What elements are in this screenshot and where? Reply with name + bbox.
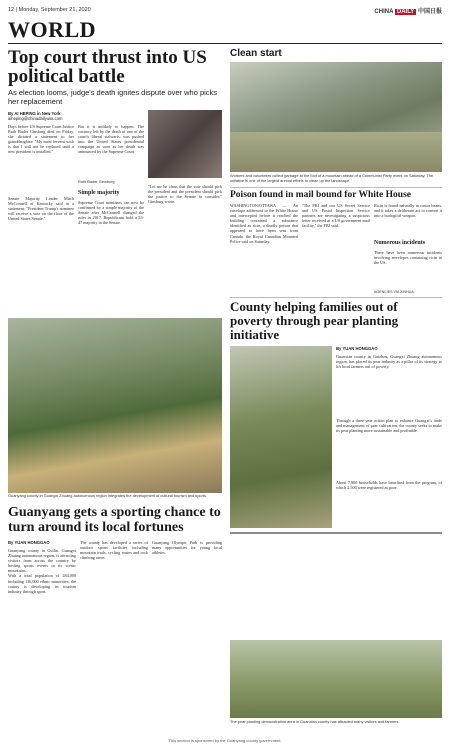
- paragraph: With a total population of 284,000 including 116,000 ethnic minorities, the county is developing its tourism industry through sport.: [8, 573, 76, 594]
- paragraph: Days before US Supreme Court Justice Ruth Bader Ginsburg died on Friday, she dictated a statement to her granddaughter: "My most fervent wish is that I will not be replaced until a new president is installed.": [8, 124, 74, 155]
- poison-column-2: [302, 203, 370, 295]
- pear-column-3: [336, 480, 442, 528]
- guanyang-column-1: [8, 548, 76, 734]
- issue-date: Monday, September 21, 2020: [18, 7, 91, 13]
- guanyang-column-3: [152, 540, 222, 734]
- paragraph: Senate Majority Leader Mitch McConnell of Kentucky said in a statement: "President Trump's nominee will receive a vote on the floor of the United States Senate.": [8, 196, 74, 222]
- section-rule: [8, 43, 442, 44]
- clean-start-title: Clean start: [230, 48, 282, 59]
- headline-top-court: Top court thrust into US political battle: [8, 47, 207, 87]
- paragraph: But it is unlikely to happen. The vacancy left by the death of one of the court's liberal stalwarts, was pushed into the United States presidential campaign as soon as her death was announced by the Supreme Court.: [78, 124, 144, 155]
- paragraph: About 7,900 households have benefited from the program, of which 2,500 were registered as poor.: [336, 480, 442, 491]
- poison-column-3b: [374, 250, 442, 288]
- byline-top-court: By AI HEPING in New York aiheping@chinadailyusa.com: [8, 111, 63, 121]
- paragraph: "The FBI and our US Secret Service and US Postal Inspection Service partners are investigating a suspicious letter received at a US government mail facility," the FBI said.: [302, 203, 370, 229]
- paragraph: There have been numerous incidents involving envelopes containing ricin in the US.: [374, 250, 442, 266]
- paragraph: Guanyang Olympic Park is providing many opportunities for young local athletes.: [152, 540, 222, 556]
- photo-caption: Ruth Bader Ginsburg: [78, 179, 115, 184]
- pear-column-2: [336, 418, 442, 476]
- page-header: 12 | Monday, September 21, 2020 CHINA DAILY 中国日报: [8, 7, 442, 15]
- paragraph: Through a three-year action plan to enhance Guangxi's trade and management of pear cultivation, the county seeks to make its pear planting more sustainable and profitable.: [336, 418, 442, 434]
- ginsburg-photo: [148, 110, 222, 178]
- headline-pear: County helping families out of poverty through pear planting initiative: [230, 299, 399, 342]
- column-5: [148, 184, 222, 312]
- column-1: [8, 124, 74, 178]
- subhead-numerous-incidents: Numerous incidents: [374, 240, 426, 246]
- pear-caption: The pear planting demonstration area in Guanxian county has attracted many visitors and farmers.: [230, 719, 400, 724]
- column-3: [8, 196, 74, 312]
- paragraph: Guanyang county in Guilin, Guangxi Zhuang autonomous region, is attracting visitors from across the country by hosting sports events in its scenic mountains.: [8, 548, 76, 574]
- byline-pear: By YUAN HONGGAO: [336, 346, 378, 351]
- pear-orchard-photo: [230, 346, 332, 528]
- cleanup-photo: [230, 62, 442, 172]
- divider: [230, 297, 442, 298]
- masthead-brand: CHINA DAILY 中国日报: [374, 9, 442, 15]
- guanyang-column-2: [80, 540, 148, 734]
- headline-guanyang: Guanyang gets a sporting chance to turn around its local fortunes: [8, 505, 221, 535]
- pear-column-1: [336, 354, 442, 414]
- poison-column-3: [374, 203, 442, 233]
- paragraph: The county has developed a series of outdoor sports facilities including mountain trails, cycling routes and rock climbing areas.: [80, 540, 148, 561]
- page-number: 12: [8, 7, 15, 13]
- guanyang-caption: Guanyang county in Guangxi Zhuang autonomous region integrates the development of cultural tourism and sports.: [8, 493, 207, 498]
- column-2: [78, 124, 144, 178]
- divider: [230, 187, 442, 188]
- paragraph: Supreme Court nominees can now be confirmed by a simple majority of the Senate after McConnell changed the rules in 2017. Republicans hold a 53-47 majority in the Senate.: [78, 200, 144, 226]
- section-title: WORLD: [8, 17, 97, 42]
- guanyang-sports-photo: [8, 318, 222, 493]
- clean-caption: Workers and volunteers collect garbage at the foot of a mountain ahead of a Communist Party event on Saturday. The initiative is one of the largest annual efforts to clean up the landscape.: [230, 173, 434, 183]
- subhead-simple-majority: Simple majority: [78, 190, 120, 196]
- sponsor-footer: This section is sponsored by the Guanyang county government.: [168, 738, 282, 743]
- headline-poison: Poison found in mail bound for White House: [230, 190, 411, 200]
- paragraph: Ricin is found naturally in castor beans, and it takes a deliberate act to convert it into a biological weapon.: [374, 203, 442, 219]
- paragraph: "Let me be clear, that the vote should pick the president and the president should pick the justice to the Senate to consider," Ginsburg wrote.: [148, 184, 222, 205]
- column-4: [78, 200, 144, 312]
- hillside: [230, 132, 442, 172]
- deck-top-court: As election looms, judge's death ignites dispute over who picks her replacement: [8, 88, 218, 106]
- paragraph: WASHINGTON/OTTAWA — An envelope addressed to the White House and intercepted before it reached the building contained a substance identified as ricin, a deadly poison that appeared to have been sent from Canada, the Royal Canadian Mounted Police said on Saturday.: [230, 203, 298, 244]
- pear-demo-area-photo: [230, 640, 442, 718]
- paragraph: Guanxian county in Guizhou, Guangxi Zhuang autonomous region, has placed its pear industry as a pillar of its strategy to lift local farmers out of poverty.: [336, 354, 442, 370]
- poison-column-1: [230, 203, 298, 295]
- agency-credit: AGENCIES VIA XINHUA: [374, 290, 414, 294]
- byline-guanyang: By YUAN HONGGAO: [8, 540, 50, 545]
